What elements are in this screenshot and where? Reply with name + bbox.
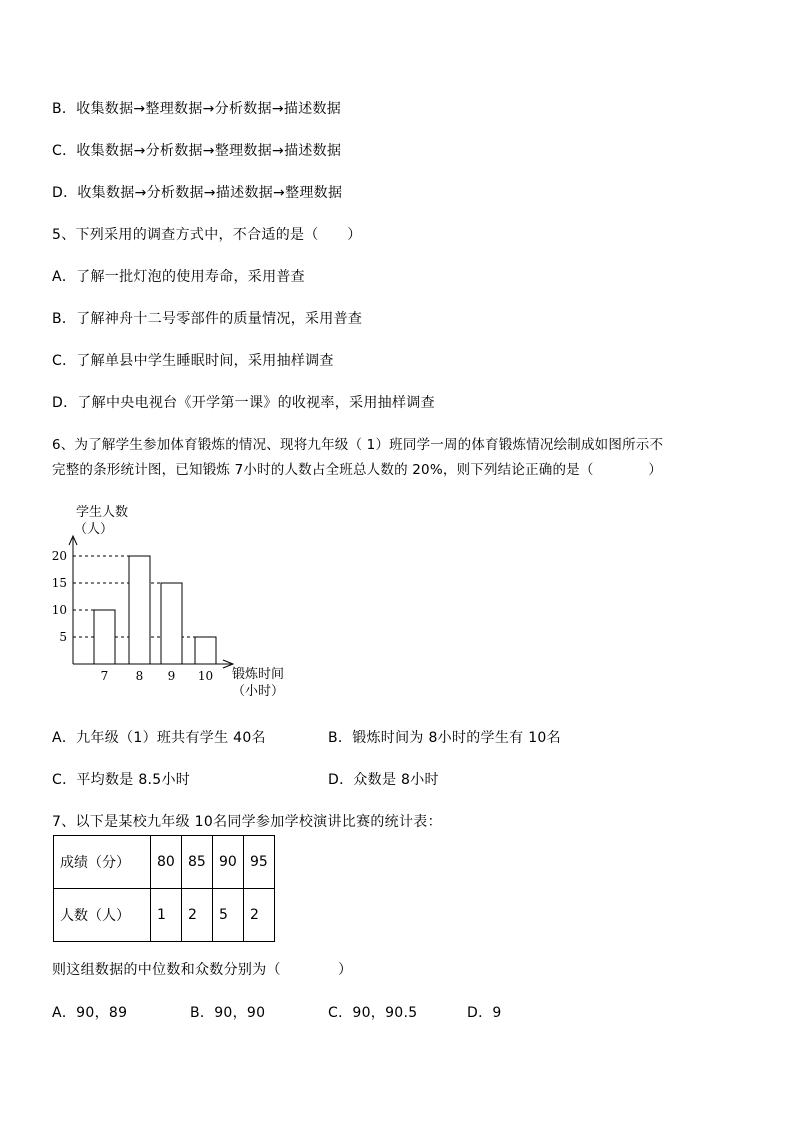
table-header-count: 人数（人）: [54, 889, 151, 942]
table-cell: 90: [213, 836, 244, 889]
table-row: [54, 836, 275, 889]
bar-9: [161, 583, 182, 664]
q6-option-a: A．九年级（1）班共有学生 40名: [52, 730, 266, 746]
q6-stem-line1: 6、为了解学生参加体育锻炼的情况、现将九年级（ 1）班同学一周的体育锻炼情况绘制成如图所示不: [52, 437, 664, 453]
q5-option-a: A．了解一批灯泡的使用寿命，采用普查: [52, 269, 305, 285]
bar-10: [195, 637, 216, 664]
y-axis-unit: （人）: [74, 522, 114, 537]
y-tick-label: 20: [51, 549, 67, 563]
q5-option-d: D．了解中央电视台《开学第一课》的收视率，采用抽样调查: [52, 395, 435, 411]
bar-7: [94, 610, 115, 664]
q6-option-d: D．众数是 8小时: [328, 772, 439, 788]
q7-option-b: B．90，90: [190, 1005, 266, 1021]
q4-option-c: C．收集数据→分析数据→整理数据→描述数据: [52, 143, 342, 159]
q7-option-d: D．9: [467, 1005, 502, 1021]
table-cell: 1: [151, 889, 182, 942]
table-cell: 5: [213, 889, 244, 942]
score-table: [53, 835, 275, 942]
x-tick-label: 7: [100, 669, 109, 683]
q4-option-d: D．收集数据→分析数据→描述数据→整理数据: [52, 185, 343, 201]
q7-option-c: C．90，90.5: [328, 1005, 418, 1021]
x-tick-label: 8: [135, 669, 144, 683]
y-tick-label: 10: [51, 603, 67, 617]
table-cell: 85: [182, 836, 213, 889]
table-header-score: 成绩（分）: [54, 836, 151, 889]
q7-question: 则这组数据的中位数和众数分别为（ ）: [52, 962, 353, 978]
bar-chart: [48, 500, 318, 705]
y-tick-label: 5: [59, 630, 67, 644]
y-axis-title: 学生人数: [76, 505, 129, 520]
bar-8: [129, 556, 150, 664]
x-tick-label: 10: [197, 669, 214, 683]
q4-option-b: B．收集数据→整理数据→分析数据→描述数据: [52, 101, 342, 117]
table-cell: 2: [244, 889, 275, 942]
y-tick-label: 15: [51, 576, 67, 590]
x-tick-label: 9: [167, 669, 176, 683]
x-axis-unit: （小时）: [232, 684, 285, 699]
q5-stem: 5、下列采用的调查方式中，不合适的是（ ）: [52, 227, 362, 243]
q6-stem-line2: 完整的条形统计图，已知锻炼 7小时的人数占全班总人数的 20%，则下列结论正确的是（ ）: [52, 462, 663, 478]
q7-stem: 7、以下是某校九年级 10名同学参加学校演讲比赛的统计表：: [52, 814, 442, 830]
table-cell: 2: [182, 889, 213, 942]
q7-option-a: A．90，89: [52, 1005, 128, 1021]
q6-option-c: C．平均数是 8.5小时: [52, 772, 191, 788]
table-cell: 80: [151, 836, 182, 889]
x-axis-title: 锻炼时间: [232, 667, 285, 682]
q5-option-b: B．了解神舟十二号零部件的质量情况，采用普查: [52, 311, 363, 327]
q6-option-b: B．锻炼时间为 8小时的学生有 10名: [328, 730, 561, 746]
table-row: [54, 889, 275, 942]
table-cell: 95: [244, 836, 275, 889]
q5-option-c: C．了解单县中学生睡眠时间，采用抽样调查: [52, 353, 334, 369]
